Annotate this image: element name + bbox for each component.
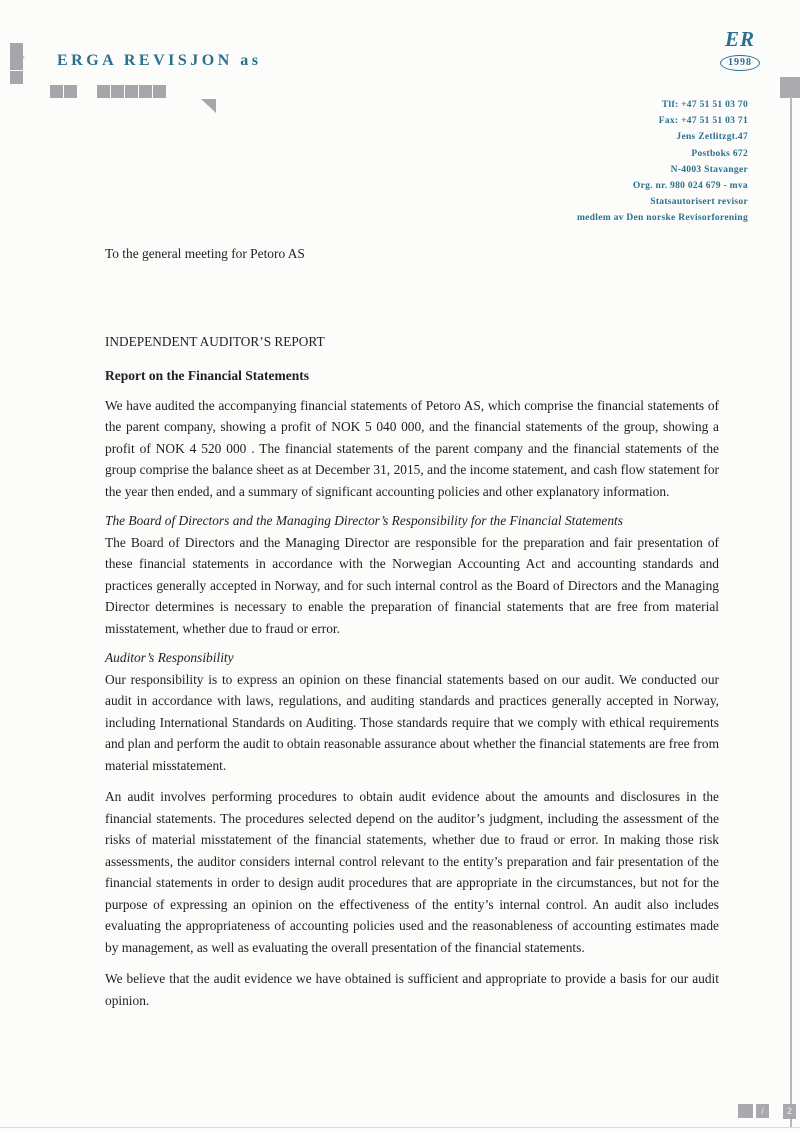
logo-square-icon — [139, 85, 152, 98]
footer-page-separator: / — [756, 1104, 769, 1118]
logo-square-icon — [50, 85, 63, 98]
er-badge — [712, 27, 768, 71]
contact-line-fax: Fax: +47 51 51 03 71 — [658, 116, 748, 127]
logo-square-icon — [111, 85, 124, 98]
footer-page-number: 2 — [783, 1104, 796, 1119]
italic-subheading-auditor-responsibility: Auditor’s Responsibility — [105, 650, 234, 665]
paragraph-auditor-responsibility: Our responsibility is to express an opinion on these financial statements based on our audit. We conducted our audit in accordance with laws, regulations, and auditing standards and practices generally accepted in Norway, including International Standards on Auditing. Those standards require that we comply with ethical requirements and plan and perform the audit to obtain reasonable assurance about whether the financial statements are free from material misstatement. — [105, 671, 719, 773]
logo-square-icon — [10, 71, 23, 84]
report-title: INDEPENDENT AUDITOR’S REPORT — [105, 333, 325, 349]
section-board-responsibility — [105, 510, 719, 639]
logo-square-icon — [125, 85, 138, 98]
section-heading: Report on the Financial Statements — [105, 368, 309, 383]
logo-square-icon — [97, 85, 110, 98]
contact-line-phone: Tlf: +47 51 51 03 70 — [661, 100, 748, 110]
paragraph-audit-scope: We have audited the accompanying financial statements of Petoro AS, which comprise the financial statements of the parent company, showing a profit of NOK 5 040 000, and the financial statements of the group, showing a profit of NOK 4 520 000 . The financial statements of the parent company and the financial statements of the group comprise the balance sheet as at December 31, 2015, and the income statement, and cash flow statement for the year then ended, and a summary of significant accounting policies and other explanatory information. — [105, 397, 719, 499]
addressee-line: To the general meeting for Petoro AS — [105, 246, 305, 261]
contact-line-membership: medlem av Den norske Revisorforening — [576, 213, 748, 224]
contact-line-authorization: Statsautorisert revisor — [650, 197, 748, 208]
paragraph-audit-evidence: We believe that the audit evidence we have obtained is sufficient and appropriate to provide a basis for our audit opinion. — [105, 971, 719, 1008]
scan-bottom-line — [0, 1127, 800, 1128]
contact-line-city: N-4003 Stavanger — [670, 164, 748, 175]
contact-line-street: Jens Zetlitzgt.47 — [676, 132, 748, 143]
contact-line-postbox: Postboks 672 — [691, 148, 748, 159]
footer-stamp-box — [738, 1104, 753, 1118]
paragraph-audit-procedures: An audit involves performing procedures to obtain audit evidence about the amounts and disclosures in the financial statements. The procedures selected depend on the auditor’s judgment, including the assessment of the risks of material misstatement of the financial statements, whether due to fraud or error. In making those risk assessments, the auditor considers internal control relevant to the entity’s preparation and fair presentation of the financial statements in order to design audit procedures that are appropriate in the circumstances, but not for the purpose of expressing an opinion on the effectiveness of the entity’s internal control. An audit also includes evaluating the appropriateness of accounting policies used and the reasonableness of accounting estimates made by management, as well as evaluating the overall presentation of the financial statements. — [105, 789, 719, 955]
logo-square-icon — [64, 85, 77, 98]
logo-square-icon — [10, 57, 23, 70]
logo-pixel-column-icon — [10, 43, 25, 58]
document-body — [105, 243, 719, 1011]
scan-edge-line — [790, 97, 792, 1128]
italic-subheading-board-responsibility: The Board of Directors and the Managing Director’s Responsibility for the Financial Statements — [105, 513, 623, 528]
contact-line-orgnr: Org. nr. 980 024 679 - mva — [632, 181, 748, 192]
er-badge-year: 1998 — [720, 55, 760, 71]
logo-pennant-icon — [201, 99, 216, 113]
section-auditor-responsibility — [105, 647, 719, 776]
scan-edge-square — [780, 77, 800, 98]
company-name: ERGA REVISJON as — [57, 52, 262, 69]
contact-block — [577, 97, 748, 227]
paragraph-board-responsibility: The Board of Directors and the Managing Director are responsible for the preparation and fair presentation of these financial statements in accordance with the Norwegian Accounting Act and accounting standards and practices generally accepted in Norway, and for such internal control as the Board of Directors and the Managing Director determines is necessary to enable the preparation of financial statements that are free from material misstatement, whether due to fraud or error. — [105, 534, 719, 636]
er-badge-initials: ER — [724, 27, 755, 51]
logo-square-icon — [153, 85, 166, 98]
